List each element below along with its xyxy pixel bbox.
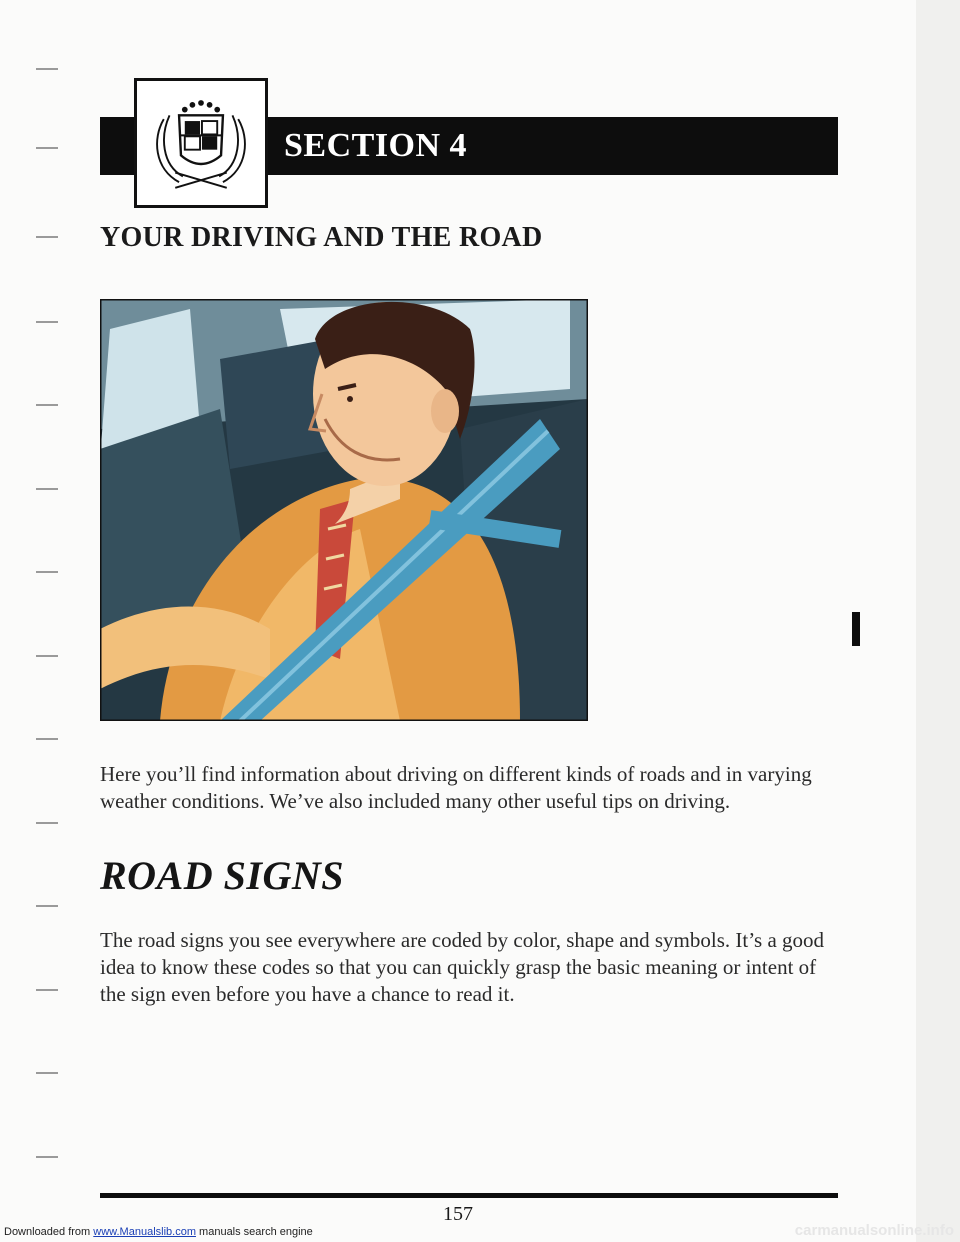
manualslib-link[interactable]: www.Manualslib.com	[93, 1226, 196, 1238]
driver-illustration	[100, 299, 588, 721]
margin-tick	[36, 738, 58, 740]
section-title: SECTION 4	[284, 127, 468, 164]
road-signs-heading: ROAD SIGNS	[100, 853, 344, 898]
section-thumb-tab	[852, 612, 860, 646]
crest-emblem	[134, 78, 268, 208]
margin-tick	[36, 989, 58, 991]
chapter-title: YOUR DRIVING AND THE ROAD	[100, 222, 543, 253]
download-watermark	[4, 1226, 313, 1238]
watermark-prefix: Downloaded from	[4, 1226, 91, 1238]
margin-tick	[36, 321, 58, 323]
margin-tick	[36, 488, 58, 490]
intro-paragraph: Here you’ll find information about driving on different kinds of roads and in varying weather conditions. We’ve also included many other useful tips on driving.	[100, 762, 812, 813]
margin-tick	[36, 655, 58, 657]
crest-icon	[137, 81, 265, 205]
watermark-suffix: manuals search engine	[199, 1226, 313, 1238]
margin-tick	[36, 571, 58, 573]
margin-tick	[36, 147, 58, 149]
page-number: 157	[443, 1203, 473, 1225]
page-edge	[916, 0, 960, 1242]
margin-tick	[36, 68, 58, 70]
road-signs-paragraph: The road signs you see everywhere are coded by color, shape and symbols. It’s a good idea to know these codes so that you can quickly grasp the basic meaning or intent of the sign even before you have a chance to read it.	[100, 928, 825, 1006]
footer-rule	[100, 1193, 838, 1198]
margin-tick	[36, 1156, 58, 1158]
margin-tick	[36, 404, 58, 406]
margin-tick	[36, 905, 58, 907]
margin-tick	[36, 822, 58, 824]
margin-tick	[36, 236, 58, 238]
site-watermark: carmanualsonline.info	[794, 1222, 954, 1239]
margin-tick	[36, 1072, 58, 1074]
